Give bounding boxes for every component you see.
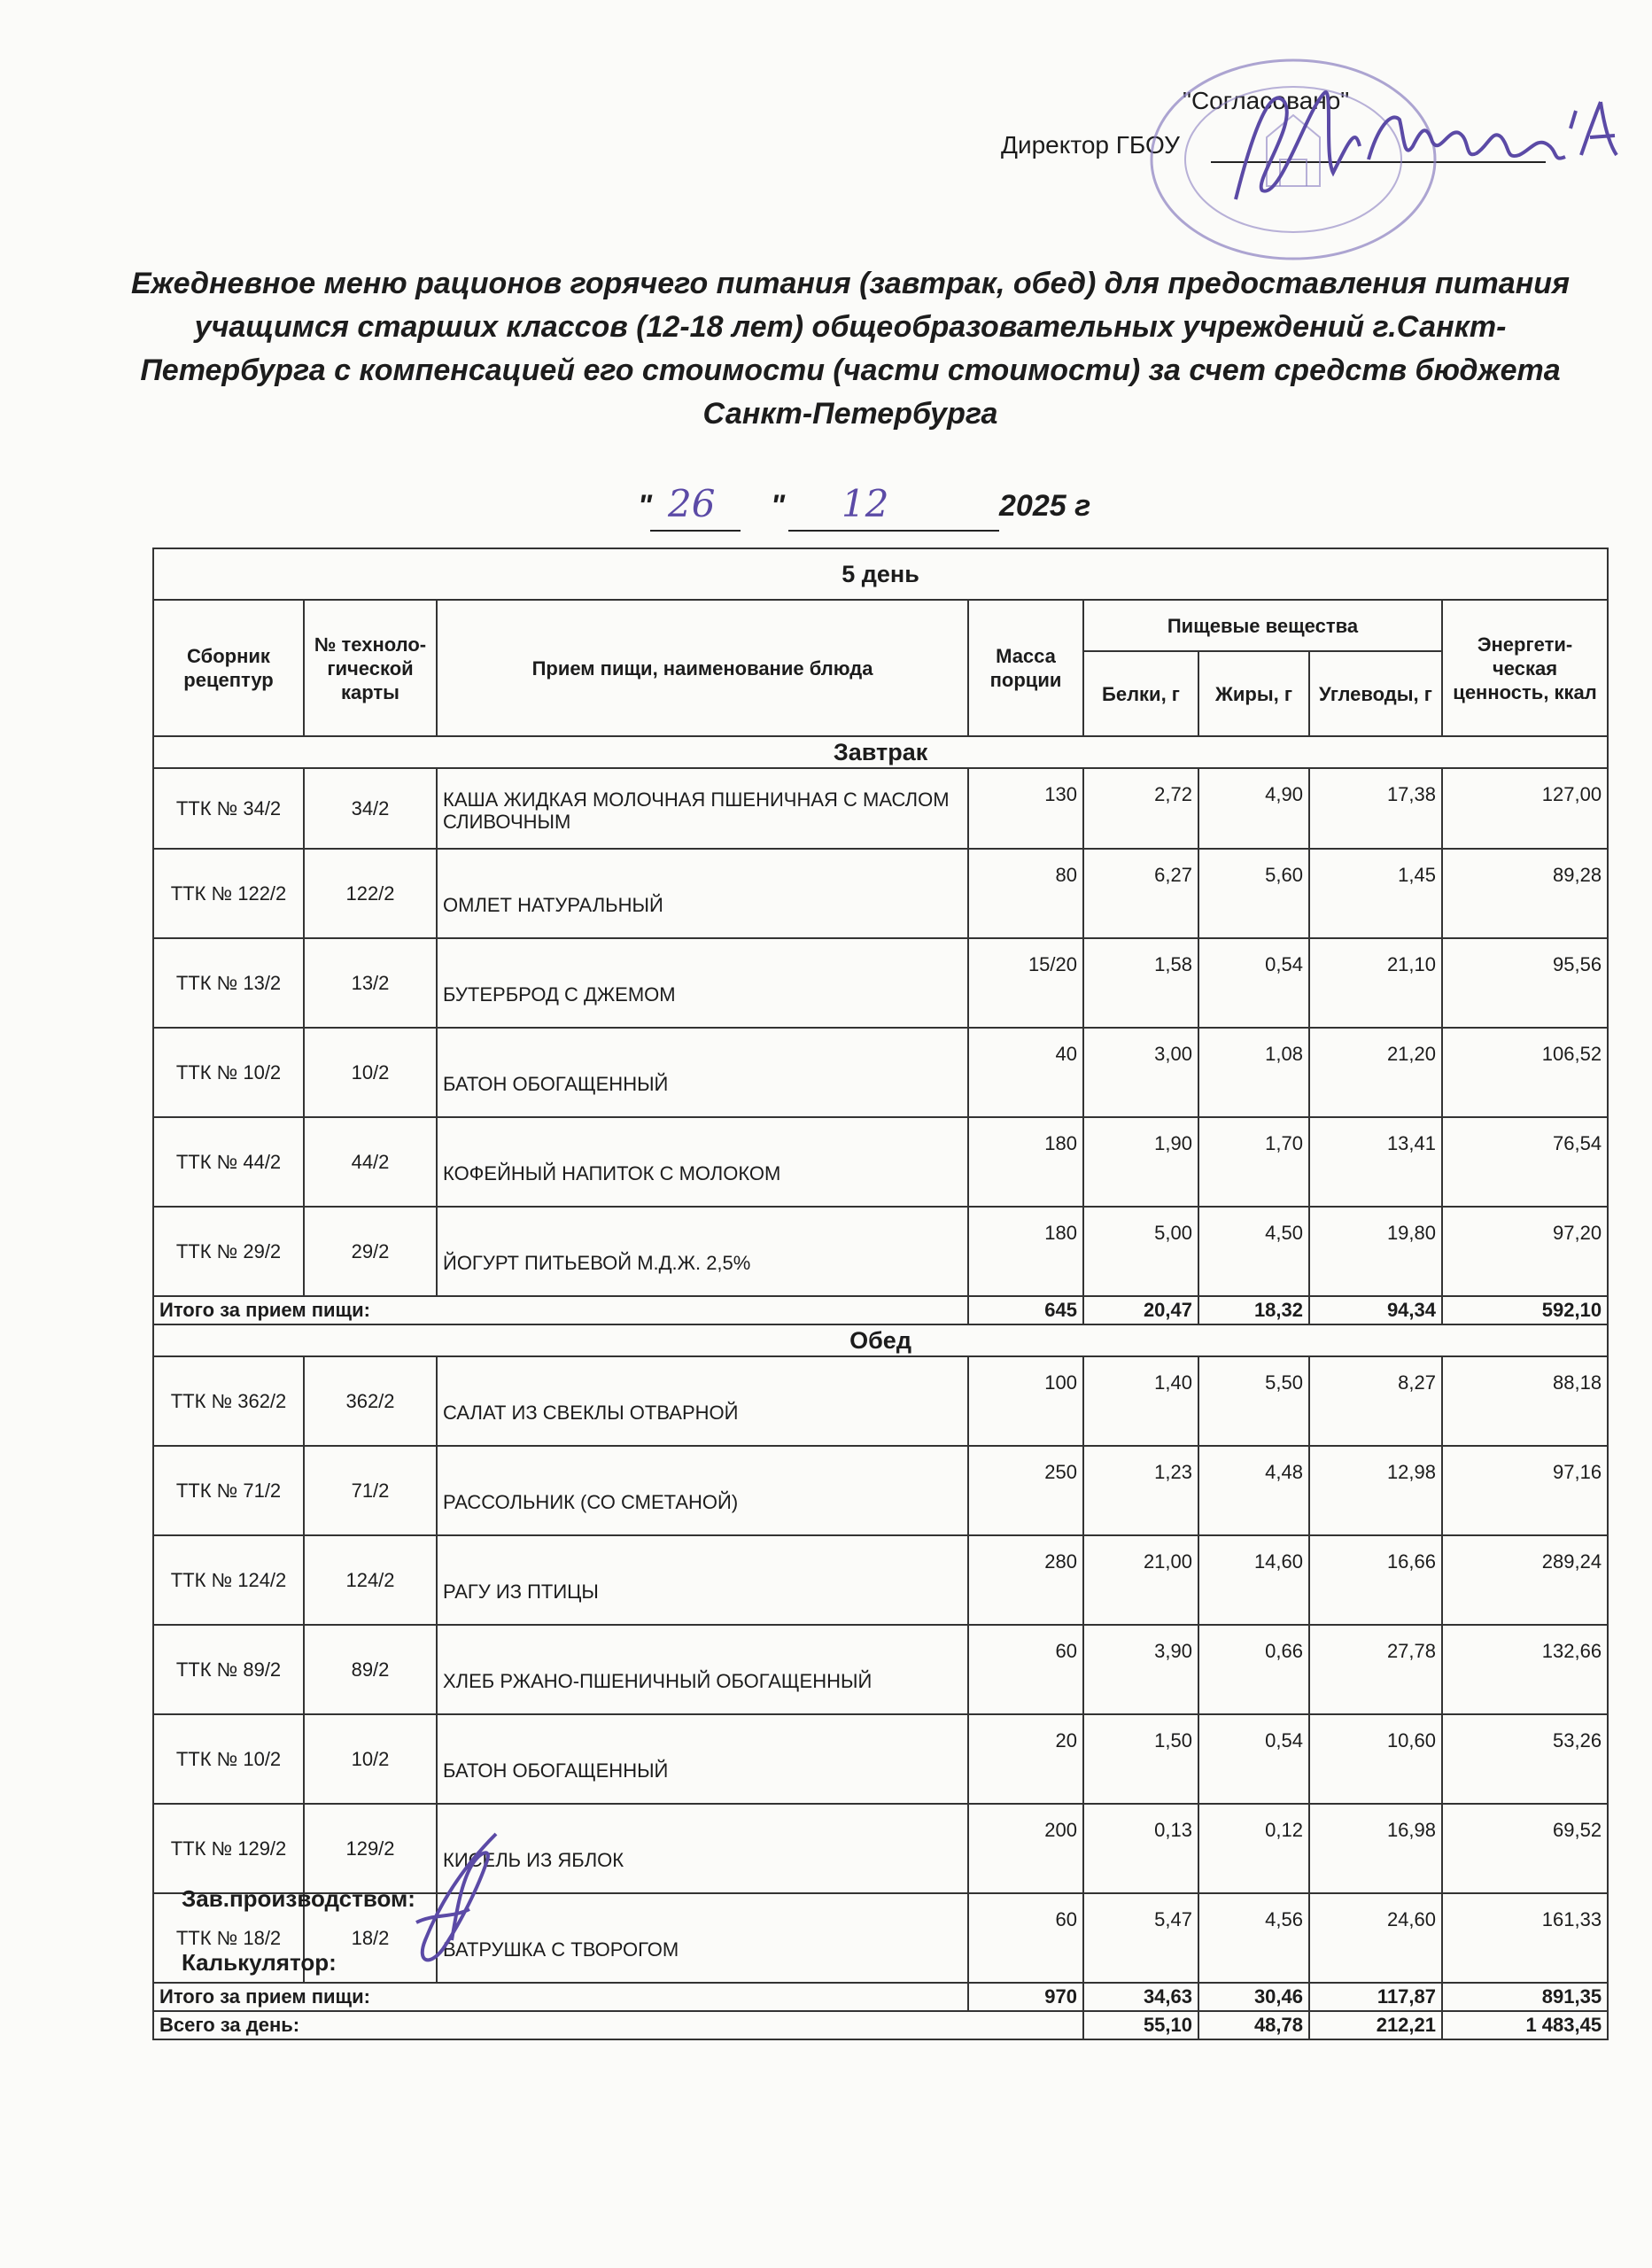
section-breakfast: Завтрак [153,736,1608,768]
cell-carbs: 24,60 [1309,1893,1442,1983]
cell-collection: ТТК № 10/2 [153,1028,304,1117]
header-collection: Сборник рецептур [153,600,304,736]
cell-fat: 4,90 [1198,768,1309,849]
date-day-underline [650,530,741,532]
cell-protein: 5,47 [1083,1893,1198,1983]
menu-table [152,548,1609,2040]
table-row [153,1535,1608,1625]
cell-protein: 5,00 [1083,1207,1198,1296]
cell-mass: 80 [968,849,1083,938]
cell-carbs: 27,78 [1309,1625,1442,1714]
cell-collection: ТТК № 34/2 [153,768,304,849]
cell-card: 122/2 [304,849,437,938]
date-year: 2025 г [999,489,1091,523]
cell-mass: 15/20 [968,938,1083,1028]
cell-fat: 5,50 [1198,1356,1309,1446]
approval-agreed-label: "Согласовано" [1183,87,1350,114]
cell-collection: ТТК № 18/2 [153,1893,304,1983]
cell-mass: 180 [968,1207,1083,1296]
cell-card: 71/2 [304,1446,437,1535]
cell-carbs: 12,98 [1309,1446,1442,1535]
cell-energy: 88,18 [1442,1356,1608,1446]
cell-collection: ТТК № 129/2 [153,1804,304,1893]
cell-dish: САЛАТ ИЗ СВЕКЛЫ ОТВАРНОЙ [437,1356,968,1446]
cell-energy: 132,66 [1442,1625,1608,1714]
total-carbs: 117,87 [1309,1983,1442,2011]
day-total-protein: 55,10 [1083,2011,1198,2039]
cell-protein: 21,00 [1083,1535,1198,1625]
production-head-signature [390,1825,531,2002]
cell-card: 18/2 [304,1893,437,1983]
table-row [153,1356,1608,1446]
cell-card: 129/2 [304,1804,437,1893]
cell-mass: 200 [968,1804,1083,1893]
header-fat: Жиры, г [1198,651,1309,736]
table-row [153,849,1608,938]
table-row [153,1207,1608,1296]
cell-dish: БАТОН ОБОГАЩЕННЫЙ [437,1714,968,1804]
cell-protein: 3,00 [1083,1028,1198,1117]
cell-protein: 2,72 [1083,768,1198,849]
cell-collection: ТТК № 10/2 [153,1714,304,1804]
day-total-energy: 1 483,45 [1442,2011,1608,2039]
cell-collection: ТТК № 124/2 [153,1535,304,1625]
cell-dish: РАССОЛЬНИК (СО СМЕТАНОЙ) [437,1446,968,1535]
cell-energy: 53,26 [1442,1714,1608,1804]
cell-energy: 106,52 [1442,1028,1608,1117]
cell-dish: ВАТРУШКА С ТВОРОГОМ [437,1893,968,1983]
cell-dish: КАША ЖИДКАЯ МОЛОЧНАЯ ПШЕНИЧНАЯ С МАСЛОМ СЛИВОЧНЫМ [437,768,968,849]
cell-dish: БАТОН ОБОГАЩЕННЫЙ [437,1028,968,1117]
cell-dish: ЙОГУРТ ПИТЬЕВОЙ М.Д.Ж. 2,5% [437,1207,968,1296]
day-total-row [153,2011,1608,2039]
table-row [153,1714,1608,1804]
cell-card: 13/2 [304,938,437,1028]
header-protein: Белки, г [1083,651,1198,736]
table-row [153,938,1608,1028]
total-label: Итого за прием пищи: [153,1296,968,1324]
cell-energy: 97,20 [1442,1207,1608,1296]
cell-fat: 4,50 [1198,1207,1309,1296]
cell-energy: 127,00 [1442,768,1608,849]
date-day: 26 [668,482,716,525]
header-dish: Прием пищи, наименование блюда [437,600,968,736]
cell-mass: 20 [968,1714,1083,1804]
table-row [153,1028,1608,1117]
header-energy: Энергети-ческая ценность, ккал [1442,600,1608,736]
document-date [638,482,1134,533]
table-row [153,1446,1608,1535]
cell-protein: 1,40 [1083,1356,1198,1446]
cell-energy: 95,56 [1442,938,1608,1028]
cell-protein: 1,58 [1083,938,1198,1028]
cell-carbs: 1,45 [1309,849,1442,938]
cell-fat: 14,60 [1198,1535,1309,1625]
day-total-label: Всего за день: [153,2011,1083,2039]
header-mass: Масса порции [968,600,1083,736]
cell-fat: 0,54 [1198,938,1309,1028]
cell-mass: 40 [968,1028,1083,1117]
total-fat: 18,32 [1198,1296,1309,1324]
cell-fat: 0,12 [1198,1804,1309,1893]
section-lunch: Обед [153,1324,1608,1356]
director-signature [1200,75,1634,208]
cell-energy: 97,16 [1442,1446,1608,1535]
cell-fat: 1,70 [1198,1117,1309,1207]
lunch-total-row [153,1983,1608,2011]
cell-energy: 69,52 [1442,1804,1608,1893]
cell-carbs: 16,66 [1309,1535,1442,1625]
cell-mass: 60 [968,1625,1083,1714]
total-protein: 34,63 [1083,1983,1198,2011]
cell-mass: 280 [968,1535,1083,1625]
production-head-label: Зав.производством: [182,1885,415,1912]
breakfast-total-row [153,1296,1608,1324]
cell-collection: ТТК № 13/2 [153,938,304,1028]
cell-dish: ХЛЕБ РЖАНО-ПШЕНИЧНЫЙ ОБОГАЩЕННЫЙ [437,1625,968,1714]
cell-energy: 161,33 [1442,1893,1608,1983]
cell-dish: КОФЕЙНЫЙ НАПИТОК С МОЛОКОМ [437,1117,968,1207]
header-card: № техноло-гической карты [304,600,437,736]
total-energy: 592,10 [1442,1296,1608,1324]
header-nutrients: Пищевые вещества [1083,600,1442,651]
date-month-underline [788,530,999,532]
cell-carbs: 8,27 [1309,1356,1442,1446]
cell-carbs: 21,20 [1309,1028,1442,1117]
cell-dish: БУТЕРБРОД С ДЖЕМОМ [437,938,968,1028]
cell-card: 10/2 [304,1028,437,1117]
day-label: 5 день [153,548,1608,600]
total-energy: 891,35 [1442,1983,1608,2011]
cell-collection: ТТК № 71/2 [153,1446,304,1535]
cell-card: 362/2 [304,1356,437,1446]
total-label: Итого за прием пищи: [153,1983,968,2011]
cell-carbs: 19,80 [1309,1207,1442,1296]
cell-protein: 1,50 [1083,1714,1198,1804]
cell-card: 44/2 [304,1117,437,1207]
cell-fat: 0,66 [1198,1625,1309,1714]
cell-card: 10/2 [304,1714,437,1804]
table-row [153,768,1608,849]
day-total-carbs: 212,21 [1309,2011,1442,2039]
cell-card: 124/2 [304,1535,437,1625]
header-carbs: Углеводы, г [1309,651,1442,736]
cell-fat: 1,08 [1198,1028,1309,1117]
cell-protein: 3,90 [1083,1625,1198,1714]
table-row [153,1117,1608,1207]
day-total-fat: 48,78 [1198,2011,1309,2039]
cell-card: 34/2 [304,768,437,849]
approval-director-label: Директор ГБОУ [1001,131,1180,159]
date-open-quote: " [638,489,653,523]
date-month: 12 [842,482,889,525]
total-mass: 970 [968,1983,1083,2011]
cell-dish: ОМЛЕТ НАТУРАЛЬНЫЙ [437,849,968,938]
cell-protein: 1,90 [1083,1117,1198,1207]
cell-mass: 130 [968,768,1083,849]
table-row [153,1625,1608,1714]
cell-protein: 6,27 [1083,849,1198,938]
cell-fat: 5,60 [1198,849,1309,938]
cell-mass: 100 [968,1356,1083,1446]
cell-collection: ТТК № 44/2 [153,1117,304,1207]
date-close-quote: " [771,489,786,523]
cell-collection: ТТК № 122/2 [153,849,304,938]
total-fat: 30,46 [1198,1983,1309,2011]
cell-card: 89/2 [304,1625,437,1714]
table-row [153,1804,1608,1893]
cell-energy: 76,54 [1442,1117,1608,1207]
cell-fat: 0,54 [1198,1714,1309,1804]
cell-carbs: 21,10 [1309,938,1442,1028]
total-carbs: 94,34 [1309,1296,1442,1324]
cell-collection: ТТК № 89/2 [153,1625,304,1714]
cell-fat: 4,48 [1198,1446,1309,1535]
cell-mass: 180 [968,1117,1083,1207]
cell-mass: 250 [968,1446,1083,1535]
cell-collection: ТТК № 29/2 [153,1207,304,1296]
calculator-label: Калькулятор: [182,1949,337,1976]
total-protein: 20,47 [1083,1296,1198,1324]
cell-protein: 1,23 [1083,1446,1198,1535]
cell-dish: РАГУ ИЗ ПТИЦЫ [437,1535,968,1625]
cell-carbs: 17,38 [1309,768,1442,849]
cell-card: 29/2 [304,1207,437,1296]
cell-collection: ТТК № 362/2 [153,1356,304,1446]
cell-protein: 0,13 [1083,1804,1198,1893]
cell-carbs: 10,60 [1309,1714,1442,1804]
cell-dish: КИСЕЛЬ ИЗ ЯБЛОК [437,1804,968,1893]
cell-energy: 89,28 [1442,849,1608,938]
document-title: Ежедневное меню рационов горячего питания (завтрак, обед) для предоставления питания учащимся старших классов (12-18 лет) общеобразовательных учреждений г.Санкт-Петербурга с компенсацией его стоимости (части стоимости) за счет средств бюджета Санкт-Петербурга [130,267,1571,431]
cell-energy: 289,24 [1442,1535,1608,1625]
cell-mass: 60 [968,1893,1083,1983]
cell-carbs: 13,41 [1309,1117,1442,1207]
cell-fat: 4,56 [1198,1893,1309,1983]
cell-carbs: 16,98 [1309,1804,1442,1893]
total-mass: 645 [968,1296,1083,1324]
